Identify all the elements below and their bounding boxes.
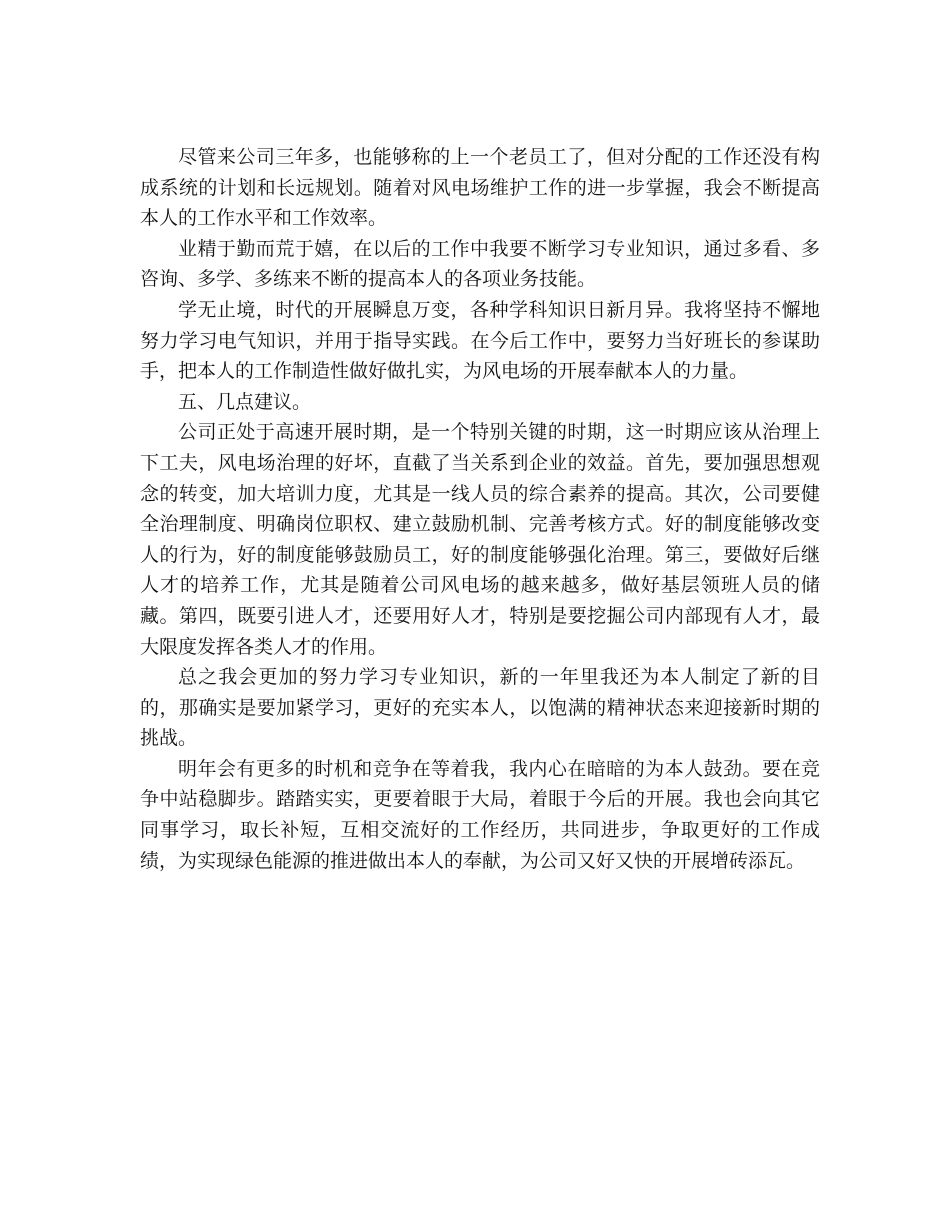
paragraph-summary: 总之我会更加的努力学习专业知识，新的一年里我还为本人制定了新的目的，那确实是要加紧学习，更好的充实本人，以饱满的精神状态来迎接新时期的挑战。 [140,666,820,750]
section-heading-suggestions: 五、几点建议。 [178,390,312,413]
paragraph-self-assessment: 尽管来公司三年多，也能够称的上一个老员工了，但对分配的工作还没有构成系统的计划和长远规划。随着对风电场维护工作的进一步掌握，我会不断提高本人的工作水平和工作效率。 [140,146,820,230]
paragraph-suggestions: 公司正处于高速开展时期，是一个特别关键的时期，这一时期应该从治理上下工夫，风电场治理的好坏，直截了当关系到企业的效益。首先，要加强思想观念的转变，加大培训力度，尤其是一线人员的综合素养的提高。其次，公司要健全治理制度、明确岗位职权、建立鼓励机制、完善考核方式。好的制度能够改变人的行为，好的制度能够鼓励员工，好的制度能够强化治理。第三，要做好后继人才的培养工作，尤其是随着公司风电场的越来越多，做好基层领班人员的储藏。第四，既要引进人才，还要用好人才，特别是要挖掘公司内部现有人才，最大限度发挥各类人才的作用。 [140,421,820,658]
document-body [140,142,820,876]
paragraph-learning: 学无止境，时代的开展瞬息万变，各种学科知识日新月异。我将坚持不懈地努力学习电气知识，并用于指导实践。在今后工作中，要努力当好班长的参谋助手，把本人的工作制造性做好做扎实，为风电场的开展奉献本人的力量。 [140,298,820,383]
paragraph-skills: 业精于勤而荒于嬉，在以后的工作中我要不断学习专业知识，通过多看、多咨询、多学、多练来不断的提高本人的各项业务技能。 [140,237,820,291]
paragraph-outlook: 明年会有更多的时机和竞争在等着我，我内心在暗暗的为本人鼓劲。要在竞争中站稳脚步。踏踏实实，更要着眼于大局，着眼于今后的开展。我也会向其它同事学习，取长补短，互相交流好的工作经历，共同进步，争取更好的工作成绩，为实现绿色能源的推进做出本人的奉献，为公司又好又快的开展增砖添瓦。 [140,757,820,872]
